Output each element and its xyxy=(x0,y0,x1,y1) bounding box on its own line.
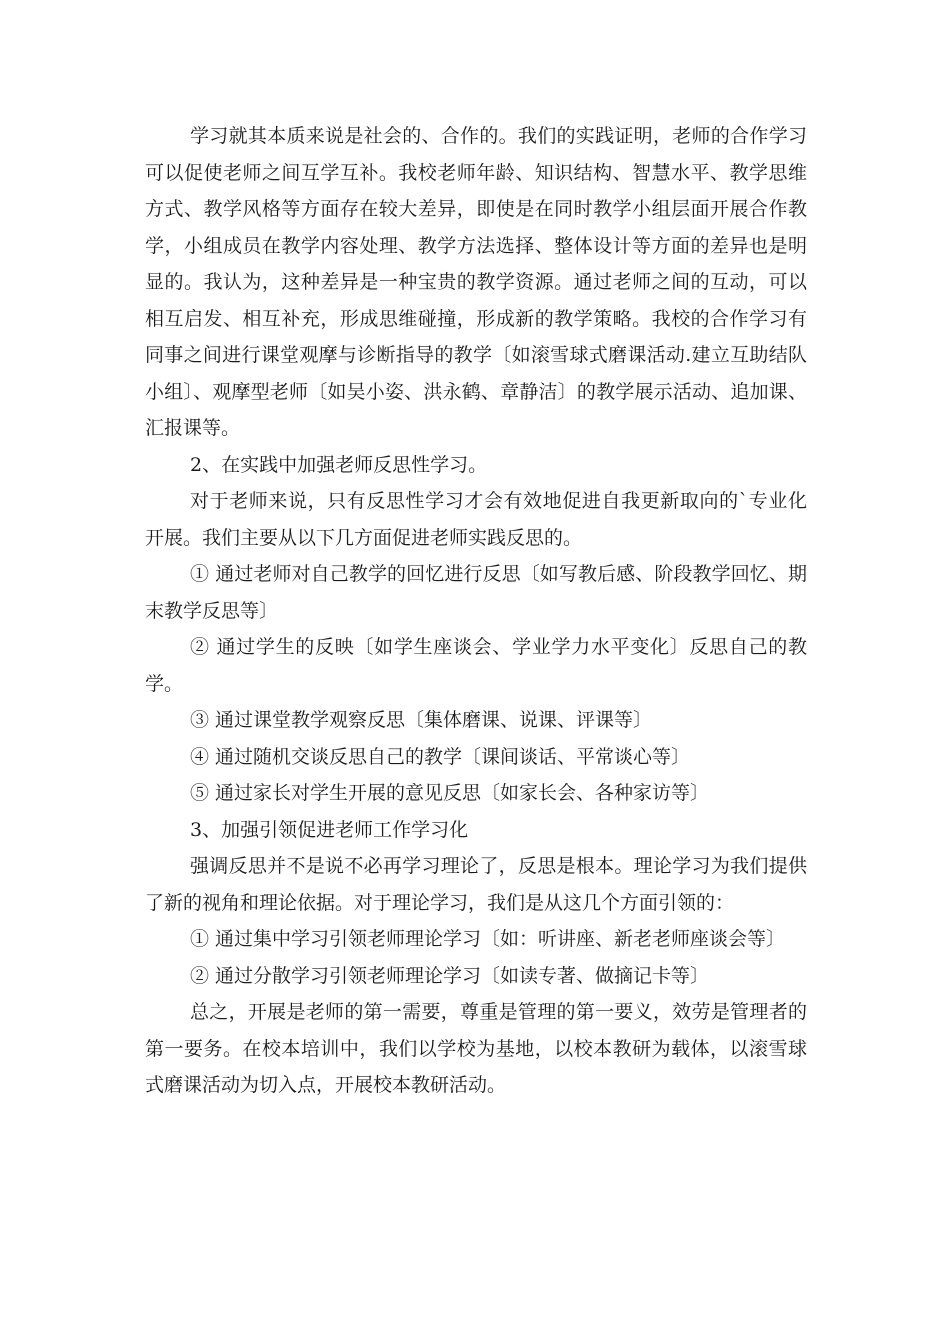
paragraph-cooperative-learning: 学习就其本质来说是社会的、合作的。我们的实践证明，老师的合作学习可以促使老师之间互学互补。我校老师年龄、知识结构、智慧水平、教学思维方式、教学风格等方面存在较大差异，即使是在同时教学小组层面开展合作教学，小组成员在教学内容处理、教学方法选择、整体设计等方面的差异也是明显的。我认为，这种差异是一种宝贵的教学资源。通过老师之间的互动，可以相互启发、相互补充，形成思维碰撞，形成新的教学策略。我校的合作学习有同事之间进行课堂观摩与诊断指导的教学〔如滚雪球式磨课活动.建立互助结队小组〕、观摩型老师〔如吴小姿、洪永鹤、章静洁〕的教学展示活动、追加课、汇报课等。 xyxy=(145,125,807,439)
paragraph-reflection-intro: 对于老师来说，只有反思性学习才会有效地促进自我更新取向的`专业化开展。我们主要从以下几方面促进老师实践反思的。 xyxy=(145,490,807,549)
list-item-reflection-3: ③ 通过课堂教学观察反思〔集体磨课、说课、评课等〕 xyxy=(190,709,653,731)
list-item-theory-1: ① 通过集中学习引领老师理论学习〔如：听讲座、新老老师座谈会等〕 xyxy=(190,928,786,950)
document-body xyxy=(145,118,807,1104)
heading-guided-learning: 3、加强引领促进老师工作学习化 xyxy=(190,818,469,841)
heading-reflective-learning: 2、在实践中加强老师反思性学习。 xyxy=(190,453,488,476)
list-item-reflection-5: ⑤ 通过家长对学生开展的意见反思〔如家长会、各种家访等〕 xyxy=(190,782,710,804)
list-item-reflection-2: ② 通过学生的反映〔如学生座谈会、学业学力水平变化〕反思自己的教学。 xyxy=(145,636,807,695)
list-item-reflection-1: ① 通过老师对自己教学的回忆进行反思〔如写教后感、阶段教学回忆、期末教学反思等〕 xyxy=(145,563,807,622)
list-item-reflection-4: ④ 通过随机交谈反思自己的教学〔课间谈话、平常谈心等〕 xyxy=(190,745,691,768)
paragraph-theory-learning: 强调反思并不是说不必再学习理论了，反思是根本。理论学习为我们提供了新的视角和理论依据。对于理论学习，我们是从这几个方面引领的： xyxy=(145,855,807,914)
list-item-theory-2: ② 通过分散学习引领老师理论学习〔如读专著、做摘记卡等〕 xyxy=(190,964,710,987)
paragraph-conclusion: 总之，开展是老师的第一需要，尊重是管理的第一要义，效劳是管理者的第一要务。在校本培训中，我们以学校为基地，以校本教研为载体，以滚雪球式磨课活动为切入点，开展校本教研活动。 xyxy=(145,1001,807,1096)
